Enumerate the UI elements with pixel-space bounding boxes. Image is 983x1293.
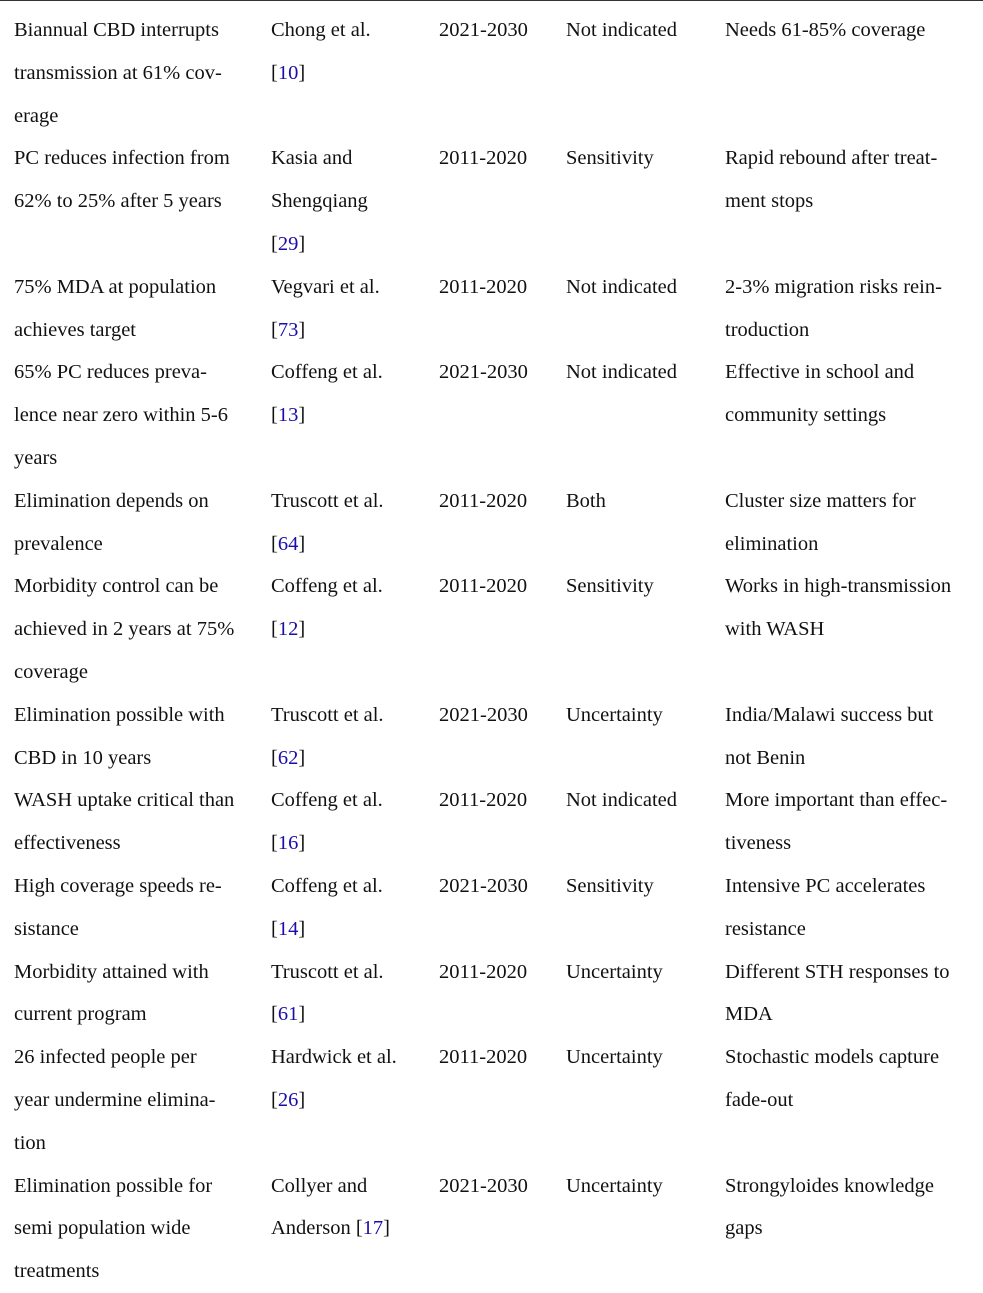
years-cell: 2011-2020 <box>439 789 528 812</box>
note-cell <box>725 266 983 352</box>
finding-line: 26 infected people per <box>14 1046 197 1069</box>
analysis-cell: Not indicated <box>566 361 678 384</box>
finding-line: Morbidity control can be <box>14 575 219 598</box>
author-line: Collyer and <box>271 1174 368 1197</box>
finding-line: current program <box>14 1003 147 1026</box>
author-line: Coffeng et al. <box>271 874 383 897</box>
author-line: Hardwick et al. <box>271 1046 397 1069</box>
note-cell <box>725 565 983 693</box>
note-line: India/Malawi success but <box>725 703 934 726</box>
years-cell: 2011-2020 <box>439 275 528 298</box>
finding-line: PC reduces infection from <box>14 147 230 170</box>
finding-line: lence near zero within 5-6 <box>14 404 229 427</box>
author-cell: Coffeng et al. [12] <box>271 575 383 641</box>
finding-line: 62% to 25% after 5 years <box>14 190 222 213</box>
author-line: Truscott et al. <box>271 960 384 983</box>
analysis-cell: Uncertainty <box>566 1046 663 1069</box>
table-row <box>0 1036 983 1164</box>
finding-line: WASH uptake critical than <box>14 789 235 812</box>
table-row <box>0 9 983 137</box>
years-cell: 2011-2020 <box>439 960 528 983</box>
analysis-cell: Sensitivity <box>566 575 654 598</box>
finding-line: sistance <box>14 917 79 940</box>
citation-link[interactable]: 61 <box>277 1003 299 1026</box>
analysis-cell: Not indicated <box>566 789 678 812</box>
findings-table <box>0 9 983 1293</box>
author-cell: Vegvari et al. [73] <box>271 275 380 341</box>
author-cell: Kasia and Shengqiang [29] <box>271 147 368 255</box>
years-cell: 2021-2030 <box>439 1174 528 1197</box>
author-line: Shengqiang <box>271 190 368 213</box>
citation-link[interactable]: 12 <box>277 618 299 641</box>
finding-line: 75% MDA at population <box>14 275 217 298</box>
years-cell: 2021-2030 <box>439 361 528 384</box>
note-cell <box>725 351 983 479</box>
finding-line: coverage <box>14 660 88 683</box>
finding-cell <box>0 694 271 780</box>
table-row <box>0 779 983 865</box>
finding-line: tion <box>14 1131 46 1154</box>
note-line: 2-3% migration risks rein- <box>725 275 942 298</box>
citation-link[interactable]: 16 <box>277 832 299 855</box>
note-line: fade-out <box>725 1088 794 1111</box>
note-cell <box>725 1165 983 1293</box>
note-cell <box>725 480 983 566</box>
years-cell: 2021-2030 <box>439 874 528 897</box>
finding-line: prevalence <box>14 532 103 555</box>
author-cell: Truscott et al. [61] <box>271 960 384 1026</box>
finding-line: erage <box>14 104 59 127</box>
finding-line: year undermine elimina- <box>14 1088 216 1111</box>
note-line: not Benin <box>725 746 806 769</box>
table-row <box>0 137 983 265</box>
citation-link[interactable]: 26 <box>277 1088 299 1111</box>
citation-link[interactable]: 62 <box>277 746 299 769</box>
years-cell: 2011-2020 <box>439 1046 528 1069</box>
analysis-cell: Both <box>566 489 606 512</box>
note-line: with WASH <box>725 618 825 641</box>
note-line: tiveness <box>725 832 792 855</box>
note-cell <box>725 694 983 780</box>
finding-cell <box>0 266 271 352</box>
analysis-cell: Uncertainty <box>566 703 663 726</box>
note-cell <box>725 951 983 1037</box>
author-cell: Coffeng et al. [14] <box>271 874 383 940</box>
author-line: Truscott et al. <box>271 489 384 512</box>
author-cell: Coffeng et al. [13] <box>271 361 383 427</box>
finding-line: achieves target <box>14 318 136 341</box>
finding-line: years <box>14 446 58 469</box>
analysis-cell: Not indicated <box>566 275 678 298</box>
finding-cell <box>0 779 271 865</box>
author-line: Kasia and <box>271 147 353 170</box>
table-row <box>0 1165 983 1293</box>
citation-link[interactable]: 73 <box>277 318 299 341</box>
finding-line: Elimination depends on <box>14 489 209 512</box>
note-line: MDA <box>725 1003 773 1026</box>
analysis-cell: Uncertainty <box>566 960 663 983</box>
note-line: troduction <box>725 318 810 341</box>
analysis-cell: Sensitivity <box>566 874 654 897</box>
note-line: ment stops <box>725 190 814 213</box>
finding-line: achieved in 2 years at 75% <box>14 618 235 641</box>
note-line: Cluster size matters for <box>725 489 916 512</box>
table-row <box>0 865 983 951</box>
note-line: Rapid rebound after treat- <box>725 147 938 170</box>
note-line: Strongyloides knowledge <box>725 1174 934 1197</box>
author-cell: Truscott et al. [64] <box>271 489 384 555</box>
table-row <box>0 951 983 1037</box>
finding-cell <box>0 951 271 1037</box>
finding-line: treatments <box>14 1260 100 1283</box>
finding-cell <box>0 480 271 566</box>
citation-link[interactable]: 14 <box>277 917 299 940</box>
finding-cell <box>0 865 271 951</box>
author-line: Vegvari et al. <box>271 275 380 298</box>
years-cell: 2011-2020 <box>439 575 528 598</box>
note-line: Stochastic models capture <box>725 1046 940 1069</box>
finding-line: Morbidity attained with <box>14 960 209 983</box>
note-line: More important than effec- <box>725 789 948 812</box>
note-line: Needs 61-85% coverage <box>725 19 926 41</box>
note-cell <box>725 1036 983 1164</box>
note-line: Intensive PC accelerates <box>725 874 926 897</box>
citation-link[interactable]: 29 <box>277 232 299 255</box>
citation-link[interactable]: 64 <box>277 532 299 555</box>
finding-line: transmission at 61% cov- <box>14 61 222 84</box>
finding-cell <box>0 1036 271 1164</box>
author-line: Truscott et al. <box>271 703 384 726</box>
finding-line: High coverage speeds re- <box>14 874 222 897</box>
finding-cell <box>0 9 271 137</box>
note-cell <box>725 137 983 265</box>
table-row <box>0 694 983 780</box>
analysis-cell: Not indicated <box>566 19 678 41</box>
note-line: Works in high-transmission <box>725 575 952 598</box>
note-line: Different STH responses to <box>725 960 950 983</box>
finding-cell <box>0 565 271 693</box>
analysis-cell: Uncertainty <box>566 1174 663 1197</box>
author-cell: Hardwick et al. [26] <box>271 1046 397 1111</box>
finding-line: effectiveness <box>14 832 121 855</box>
author-cell: Truscott et al. [62] <box>271 703 384 769</box>
note-line: elimination <box>725 532 819 555</box>
citation-link[interactable]: 17 <box>362 1217 384 1240</box>
finding-line: Biannual CBD interrupts <box>14 19 219 41</box>
note-line: community settings <box>725 404 887 427</box>
finding-cell <box>0 351 271 479</box>
table-row <box>0 480 983 566</box>
author-line: Chong et al. <box>271 19 371 41</box>
years-cell: 2021-2030 <box>439 19 528 41</box>
finding-cell <box>0 1165 271 1293</box>
author-line: Coffeng et al. <box>271 361 383 384</box>
years-cell: 2011-2020 <box>439 147 528 170</box>
author-line: Anderson <box>271 1217 351 1240</box>
note-cell <box>725 9 983 137</box>
finding-line: Elimination possible for <box>14 1174 213 1197</box>
years-cell: 2021-2030 <box>439 703 528 726</box>
author-line: Coffeng et al. <box>271 575 383 598</box>
author-cell: Collyer and Anderson [17] <box>271 1174 390 1240</box>
author-line: Coffeng et al. <box>271 789 383 812</box>
finding-line: CBD in 10 years <box>14 746 152 769</box>
table-top-rule <box>0 0 983 1</box>
table-row <box>0 351 983 479</box>
note-cell <box>725 779 983 865</box>
finding-cell <box>0 137 271 265</box>
note-line: resistance <box>725 917 806 940</box>
analysis-cell: Sensitivity <box>566 147 654 170</box>
citation-link[interactable]: 10 <box>277 61 299 84</box>
citation-link[interactable]: 13 <box>277 404 299 427</box>
note-line: gaps <box>725 1217 763 1240</box>
years-cell: 2011-2020 <box>439 489 528 512</box>
table-row <box>0 266 983 352</box>
table-row <box>0 565 983 693</box>
author-cell: Chong et al. [10] <box>271 19 371 84</box>
finding-line: 65% PC reduces preva- <box>14 361 207 384</box>
author-cell: Coffeng et al. [16] <box>271 789 383 855</box>
table-body <box>0 9 983 1293</box>
note-line: Effective in school and <box>725 361 915 384</box>
finding-line: semi population wide <box>14 1217 191 1240</box>
note-cell <box>725 865 983 951</box>
finding-line: Elimination possible with <box>14 703 225 726</box>
